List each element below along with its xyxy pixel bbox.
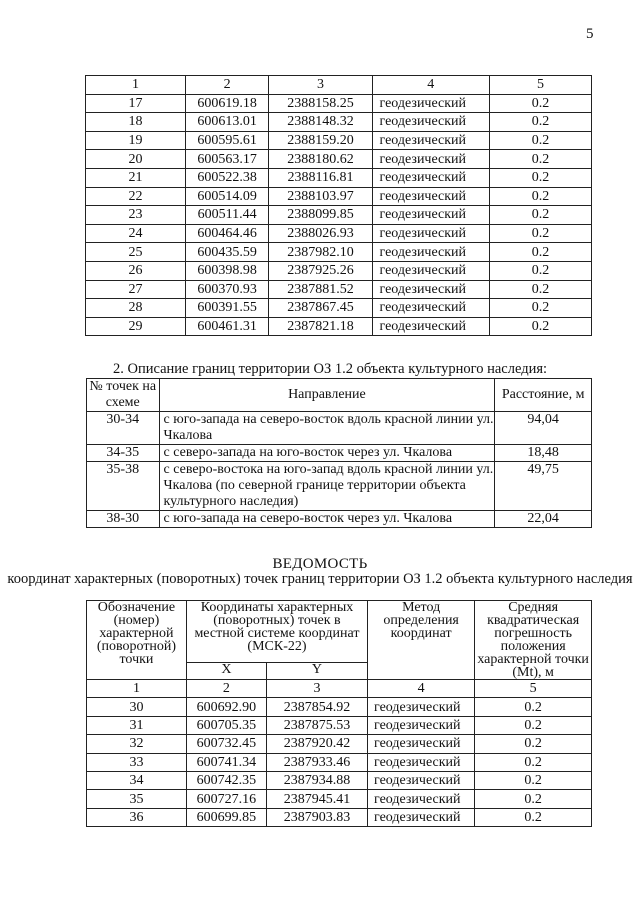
y-coordinate-cell: 2387875.53 — [266, 716, 367, 734]
y-coordinate-cell: 2387925.26 — [269, 261, 372, 280]
point-number-cell: 21 — [86, 168, 186, 187]
x-coordinate-cell: 600732.45 — [186, 735, 266, 753]
y-coordinate-cell: 2387982.10 — [269, 243, 372, 262]
error-cell: 0.2 — [489, 150, 591, 169]
direction-cell: с северо-востока на юго-запад вдоль красной линии ул. Чкалова (по северной границе территории объекта культурного наследия) — [159, 462, 495, 511]
header-direction: Направление — [159, 379, 495, 412]
table-header-row — [87, 601, 592, 663]
error-cell: 0.2 — [489, 299, 591, 318]
x-coordinate-cell: 600727.16 — [186, 790, 266, 808]
table-row — [87, 735, 592, 753]
table-header-row — [86, 76, 592, 95]
header-distance: Расстояние, м — [495, 379, 592, 412]
y-coordinate-cell: 2388116.81 — [269, 168, 372, 187]
point-number-cell: 36 — [87, 808, 187, 826]
x-coordinate-cell: 600511.44 — [185, 206, 268, 225]
error-cell: 0.2 — [489, 317, 591, 336]
vedomost-subtitle: координат характерных (поворотных) точек границ территории ОЗ 1.2 объекта культурного наследия — [7, 571, 633, 587]
error-cell: 0.2 — [475, 753, 592, 771]
header-coordinates: Координаты характерных (поворотных) точек в местной системе координат (МСК-22) — [186, 601, 367, 663]
method-cell: геодезический — [372, 131, 489, 150]
x-coordinate-cell: 600522.38 — [185, 168, 268, 187]
table-row — [86, 299, 592, 318]
error-cell: 0.2 — [489, 243, 591, 262]
y-coordinate-cell: 2387821.18 — [269, 317, 372, 336]
x-coordinate-cell: 600391.55 — [185, 299, 268, 318]
x-coordinate-cell: 600742.35 — [186, 771, 266, 789]
header-point-designation: Обозначение (номер) характерной (поворотной) точки — [87, 601, 187, 680]
error-cell: 0.2 — [489, 280, 591, 299]
table-row — [87, 790, 592, 808]
y-coordinate-cell: 2387920.42 — [266, 735, 367, 753]
x-coordinate-cell: 600563.17 — [185, 150, 268, 169]
segment-cell: 34-35 — [87, 445, 160, 462]
table-row — [87, 462, 592, 511]
x-coordinate-cell: 600464.46 — [185, 224, 268, 243]
point-number-cell: 28 — [86, 299, 186, 318]
table-body — [87, 412, 592, 528]
y-coordinate-cell: 2387903.83 — [266, 808, 367, 826]
method-cell: геодезический — [368, 771, 475, 789]
point-number-cell: 32 — [87, 735, 187, 753]
column-number: 4 — [368, 680, 475, 698]
x-coordinate-cell: 600514.09 — [185, 187, 268, 206]
method-cell: геодезический — [368, 753, 475, 771]
table-row — [86, 280, 592, 299]
table-row — [87, 808, 592, 826]
table-row — [86, 168, 592, 187]
method-cell: геодезический — [372, 94, 489, 113]
column-number: 2 — [186, 680, 266, 698]
header-point-numbers: № точек на схеме — [87, 379, 160, 412]
method-cell: геодезический — [372, 243, 489, 262]
x-coordinate-cell: 600595.61 — [185, 131, 268, 150]
method-cell: геодезический — [368, 716, 475, 734]
method-cell: геодезический — [372, 299, 489, 318]
y-coordinate-cell: 2387933.46 — [266, 753, 367, 771]
method-cell: геодезический — [372, 261, 489, 280]
point-number-cell: 22 — [86, 187, 186, 206]
error-cell: 0.2 — [489, 224, 591, 243]
method-cell: геодезический — [372, 206, 489, 225]
table-header-row — [87, 379, 592, 412]
table-row — [86, 317, 592, 336]
table-row — [86, 187, 592, 206]
error-cell: 0.2 — [489, 113, 591, 132]
point-number-cell: 34 — [87, 771, 187, 789]
table-row — [86, 243, 592, 262]
error-cell: 0.2 — [489, 168, 591, 187]
method-cell: геодезический — [368, 790, 475, 808]
distance-cell: 94,04 — [495, 412, 592, 445]
column-number: 4 — [372, 76, 489, 95]
table-row — [87, 771, 592, 789]
section-title: 2. Описание границ территории ОЗ 1.2 объекта культурного наследия: — [113, 361, 548, 377]
x-coordinate-cell: 600705.35 — [186, 716, 266, 734]
coordinates-table-2 — [86, 600, 592, 827]
error-cell: 0.2 — [489, 206, 591, 225]
x-coordinate-cell: 600435.59 — [185, 243, 268, 262]
table-body — [86, 94, 592, 336]
method-cell: геодезический — [368, 698, 475, 716]
table-row — [86, 150, 592, 169]
vedomost-title: ВЕДОМОСТЬ — [272, 556, 368, 572]
x-coordinate-cell: 600613.01 — [185, 113, 268, 132]
boundary-description-table — [86, 378, 592, 528]
point-number-cell: 27 — [86, 280, 186, 299]
table-row — [87, 753, 592, 771]
x-coordinate-cell: 600370.93 — [185, 280, 268, 299]
method-cell: геодезический — [372, 168, 489, 187]
segment-cell: 38-30 — [87, 511, 160, 528]
method-cell: геодезический — [372, 280, 489, 299]
column-number: 5 — [489, 76, 591, 95]
column-number: 3 — [269, 76, 372, 95]
point-number-cell: 20 — [86, 150, 186, 169]
method-cell: геодезический — [372, 317, 489, 336]
column-number: 5 — [475, 680, 592, 698]
y-coordinate-cell: 2387881.52 — [269, 280, 372, 299]
y-coordinate-cell: 2388158.25 — [269, 94, 372, 113]
error-cell: 0.2 — [475, 771, 592, 789]
point-number-cell: 24 — [86, 224, 186, 243]
table-row — [86, 131, 592, 150]
table-row — [86, 113, 592, 132]
x-coordinate-cell: 600699.85 — [186, 808, 266, 826]
x-coordinate-cell: 600619.18 — [185, 94, 268, 113]
header-error: Средняя квадратическая погрешность положения характерной точки (Mt), м — [475, 601, 592, 680]
y-coordinate-cell: 2388148.32 — [269, 113, 372, 132]
table-row — [87, 698, 592, 716]
y-coordinate-cell: 2387867.45 — [269, 299, 372, 318]
table-row — [86, 94, 592, 113]
y-coordinate-cell: 2387945.41 — [266, 790, 367, 808]
point-number-cell: 30 — [87, 698, 187, 716]
distance-cell: 22,04 — [495, 511, 592, 528]
direction-cell: с северо-запада на юго-восток через ул. Чкалова — [159, 445, 495, 462]
error-cell: 0.2 — [475, 790, 592, 808]
x-coordinate-cell: 600692.90 — [186, 698, 266, 716]
column-number: 1 — [87, 680, 187, 698]
distance-cell: 49,75 — [495, 462, 592, 511]
point-number-cell: 29 — [86, 317, 186, 336]
point-number-cell: 33 — [87, 753, 187, 771]
error-cell: 0.2 — [489, 94, 591, 113]
table-row — [87, 716, 592, 734]
header-method: Метод определения координат — [368, 601, 475, 680]
y-coordinate-cell: 2388099.85 — [269, 206, 372, 225]
method-cell: геодезический — [372, 113, 489, 132]
table-row — [86, 261, 592, 280]
method-cell: геодезический — [372, 150, 489, 169]
table-number-row — [87, 680, 592, 698]
column-number: 2 — [185, 76, 268, 95]
table-body — [87, 698, 592, 827]
method-cell: геодезический — [368, 735, 475, 753]
segment-cell: 30-34 — [87, 412, 160, 445]
y-coordinate-cell: 2388103.97 — [269, 187, 372, 206]
method-cell: геодезический — [368, 808, 475, 826]
direction-cell: с юго-запада на северо-восток через ул. Чкалова — [159, 511, 495, 528]
point-number-cell: 23 — [86, 206, 186, 225]
error-cell: 0.2 — [475, 735, 592, 753]
error-cell: 0.2 — [489, 187, 591, 206]
y-coordinate-cell: 2387854.92 — [266, 698, 367, 716]
error-cell: 0.2 — [475, 808, 592, 826]
distance-cell: 18,48 — [495, 445, 592, 462]
point-number-cell: 25 — [86, 243, 186, 262]
column-number: 3 — [266, 680, 367, 698]
y-coordinate-cell: 2388180.62 — [269, 150, 372, 169]
direction-cell: с юго-запада на северо-восток вдоль красной линии ул. Чкалова — [159, 412, 495, 445]
error-cell: 0.2 — [489, 261, 591, 280]
x-coordinate-cell: 600741.34 — [186, 753, 266, 771]
method-cell: геодезический — [372, 224, 489, 243]
coordinates-table-1 — [85, 75, 592, 336]
y-coordinate-cell: 2388026.93 — [269, 224, 372, 243]
page-number: 5 — [586, 26, 594, 42]
error-cell: 0.2 — [475, 716, 592, 734]
method-cell: геодезический — [372, 187, 489, 206]
column-number: 1 — [86, 76, 186, 95]
table-row — [87, 412, 592, 445]
point-number-cell: 19 — [86, 131, 186, 150]
point-number-cell: 17 — [86, 94, 186, 113]
header-y: Y — [266, 663, 367, 680]
error-cell: 0.2 — [489, 131, 591, 150]
error-cell: 0.2 — [475, 698, 592, 716]
table-row — [86, 206, 592, 225]
y-coordinate-cell: 2388159.20 — [269, 131, 372, 150]
x-coordinate-cell: 600461.31 — [185, 317, 268, 336]
point-number-cell: 18 — [86, 113, 186, 132]
x-coordinate-cell: 600398.98 — [185, 261, 268, 280]
point-number-cell: 26 — [86, 261, 186, 280]
table-row — [87, 511, 592, 528]
table-row — [87, 445, 592, 462]
y-coordinate-cell: 2387934.88 — [266, 771, 367, 789]
point-number-cell: 31 — [87, 716, 187, 734]
table-row — [86, 224, 592, 243]
segment-cell: 35-38 — [87, 462, 160, 511]
point-number-cell: 35 — [87, 790, 187, 808]
header-x: X — [186, 663, 266, 680]
